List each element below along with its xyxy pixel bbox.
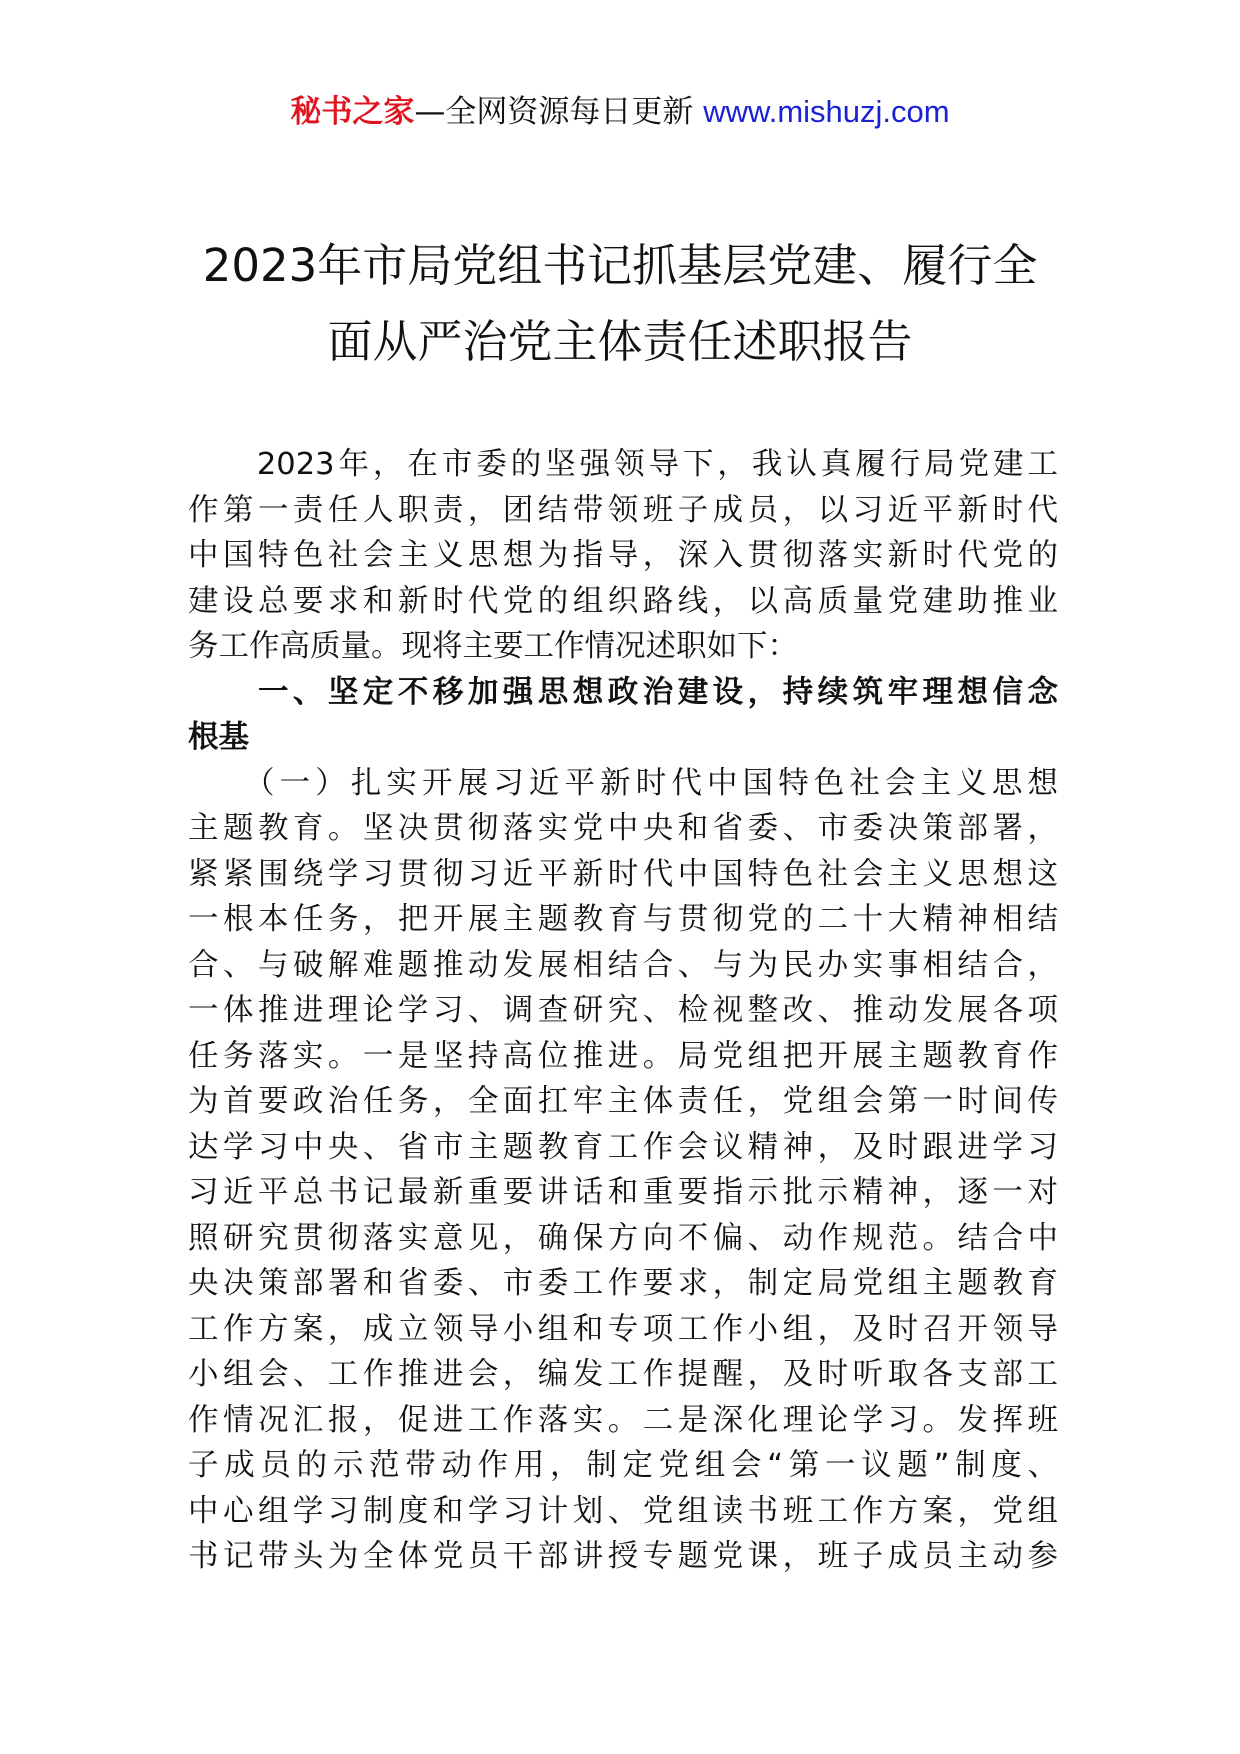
site-header: [0, 92, 1240, 132]
site-tagline: —全网资源每日更新: [414, 94, 704, 130]
body-line: 主题教育。坚决贯彻落实党中央和省委、市委决策部署，: [188, 811, 1058, 846]
body-line: 一根本任务，把开展主题教育与贯彻党的二十大精神相结: [188, 902, 1058, 937]
body-line: 照研究贯彻落实意见，确保方向不偏、动作规范。结合中: [188, 1220, 1058, 1256]
body-line: 小组会、工作推进会，编发工作提醒，及时听取各支部工: [188, 1357, 1058, 1392]
body-line: 中心组学习制度和学习计划、党组读书班工作方案，党组: [188, 1493, 1058, 1529]
body-line: 紧紧围绕学习贯彻习近平新时代中国特色社会主义思想这: [188, 856, 1058, 892]
body-line: 一体推进理论学习、调查研究、检视整改、推动发展各项: [188, 993, 1058, 1028]
subsection-heading: （一）扎实开展习近平新时代中国特色社会主义思想: [188, 765, 1058, 801]
document-body: [188, 442, 1058, 1580]
body-line: 任务落实。一是坚持高位推进。局党组把开展主题教育作: [188, 1038, 1058, 1074]
body-line: 书记带头为全体党员干部讲授专题党课，班子成员主动参: [188, 1539, 1058, 1574]
body-line: 为首要政治任务，全面扛牢主体责任，党组会第一时间传: [188, 1084, 1058, 1119]
document-title: [0, 228, 1240, 380]
body-line: 中国特色社会主义思想为指导，深入贯彻落实新时代党的: [188, 538, 1058, 573]
body-line: 作第一责任人职责，团结带领班子成员，以习近平新时代: [188, 492, 1058, 528]
body-line: 作情况汇报，促进工作落实。二是深化理论学习。发挥班: [188, 1402, 1058, 1438]
section-heading: 一、坚定不移加强思想政治建设，持续筑牢理想信念: [188, 674, 1058, 710]
body-line: 2023年，在市委的坚强领导下，我认真履行局党建工: [188, 447, 1058, 482]
body-line: 子成员的示范带动作用，制定党组会“第一议题”制度、: [188, 1448, 1058, 1483]
section-heading: 根基: [188, 720, 249, 755]
title-line-1: 2023年市局党组书记抓基层党建、履行全: [202, 239, 1038, 292]
body-line: 央决策部署和省委、市委工作要求，制定局党组主题教育: [188, 1266, 1058, 1301]
body-line: 合、与破解难题推动发展相结合、与为民办实事相结合，: [188, 947, 1058, 983]
body-line: 达学习中央、省市主题教育工作会议精神，及时跟进学习: [188, 1129, 1058, 1165]
title-line-2: 面从严治党主体责任述职报告: [327, 315, 913, 368]
body-line: 习近平总书记最新重要讲话和重要指示批示精神，逐一对: [188, 1175, 1058, 1210]
body-line: 建设总要求和新时代党的组织路线，以高质量党建助推业: [188, 583, 1058, 619]
site-brand: 秘书之家: [290, 94, 415, 130]
body-line: 务工作高质量。现将主要工作情况述职如下：: [188, 629, 798, 664]
body-line: 工作方案，成立领导小组和专项工作小组，及时召开领导: [188, 1311, 1058, 1347]
site-url-link[interactable]: www.mishuzj.com: [703, 94, 950, 129]
